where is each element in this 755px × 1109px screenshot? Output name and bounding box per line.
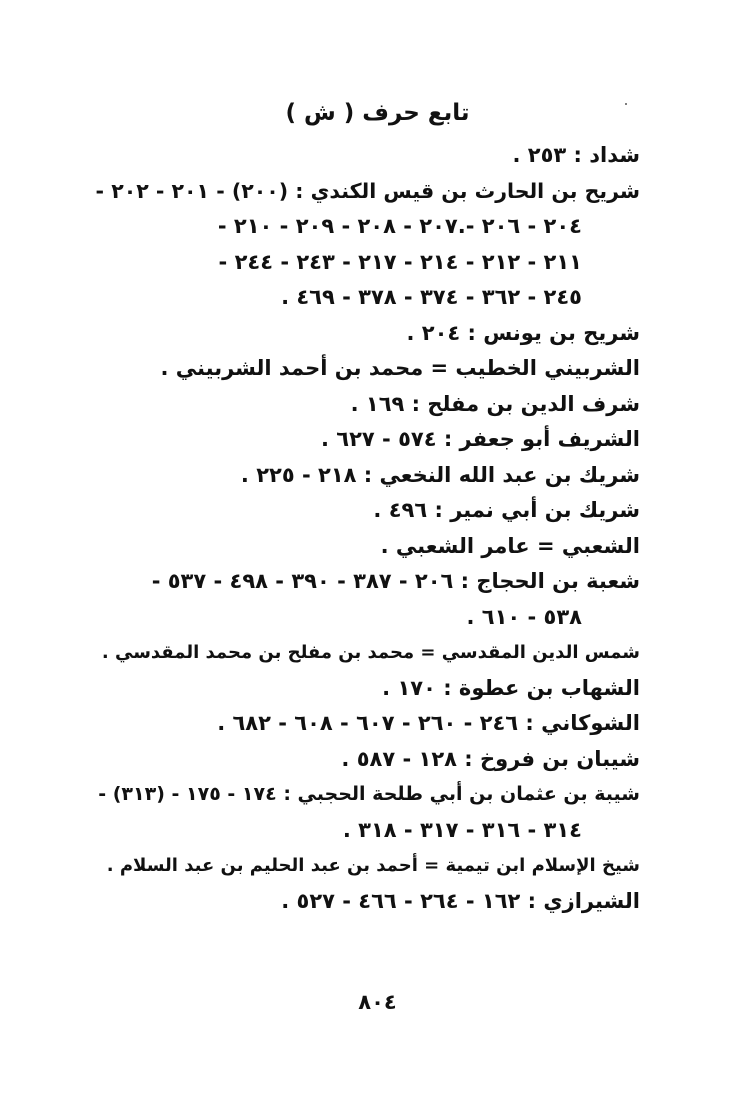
page-number: ٨٠٤ (358, 990, 397, 1014)
index-line: شريك بن أبي نمير : ٤٩٦ . (373, 498, 640, 522)
index-line: شداد : ٢٥٣ . (512, 143, 640, 167)
index-line: ٢٠٤ - ٢٠٦ -.٢٠٧ - ٢٠٨ - ٢٠٩ - ٢١٠ - (217, 214, 582, 238)
scan-speck (625, 103, 627, 105)
index-line: شيبان بن فروخ : ١٢٨ - ٥٨٧ . (341, 746, 640, 771)
index-entries (95, 138, 640, 919)
index-line: شريك بن عبد الله النخعي : ٢١٨ - ٢٢٥ . (240, 462, 640, 487)
index-line: ٢٤٥ - ٣٦٢ - ٣٧٤ - ٣٧٨ - ٤٦٩ . (281, 285, 582, 309)
index-line: ٢١١ - ٢١٢ - ٢١٤ - ٢١٧ - ٢٤٣ - ٢٤٤ - (218, 249, 582, 274)
index-line: ٥٣٨ - ٦١٠ . (466, 604, 582, 629)
index-line: شيخ الإسلام ابن تيمية = أحمد بن عبد الحليم بن عبد السلام . (106, 855, 640, 876)
index-line: شعبة بن الحجاج : ٢٠٦ - ٣٨٧ - ٣٩٠ - ٤٩٨ - ٥٣٧ - (151, 569, 640, 593)
index-line: شريح بن الحارث بن قيس الكندي : (٢٠٠) - ٢٠١ - ٢٠٢ - (95, 178, 640, 203)
index-line: شيبة بن عثمان بن أبي طلحة الحجبي : ١٧٤ - ١٧٥ - (٣١٣) - (98, 783, 640, 805)
index-line: الشيرازي : ١٦٢ - ٢٦٤ - ٤٦٦ - ٥٢٧ . (281, 888, 640, 913)
index-line: ٣١٤ - ٣١٦ - ٣١٧ - ٣١٨ . (342, 817, 582, 842)
index-line: الشهاب بن عطوة : ١٧٠ . (382, 675, 640, 700)
index-line: شمس الدين المقدسي = محمد بن مفلح بن محمد المقدسي . (101, 642, 640, 663)
section-header: تابع حرف ( ش ) (285, 100, 470, 126)
index-line: الشوكاني : ٢٤٦ - ٢٦٠ - ٦٠٧ - ٦٠٨ - ٦٨٢ . (217, 711, 640, 735)
index-line: شرف الدين بن مفلح : ١٦٩ . (350, 391, 640, 416)
index-line: شريح بن يونس : ٢٠٤ . (406, 320, 640, 345)
index-line: الشريف أبو جعفر : ٥٧٤ - ٦٢٧ . (320, 427, 640, 451)
index-line: الشعبي = عامر الشعبي . (380, 533, 640, 558)
index-line: الشربيني الخطيب = محمد بن أحمد الشربيني . (160, 356, 640, 380)
